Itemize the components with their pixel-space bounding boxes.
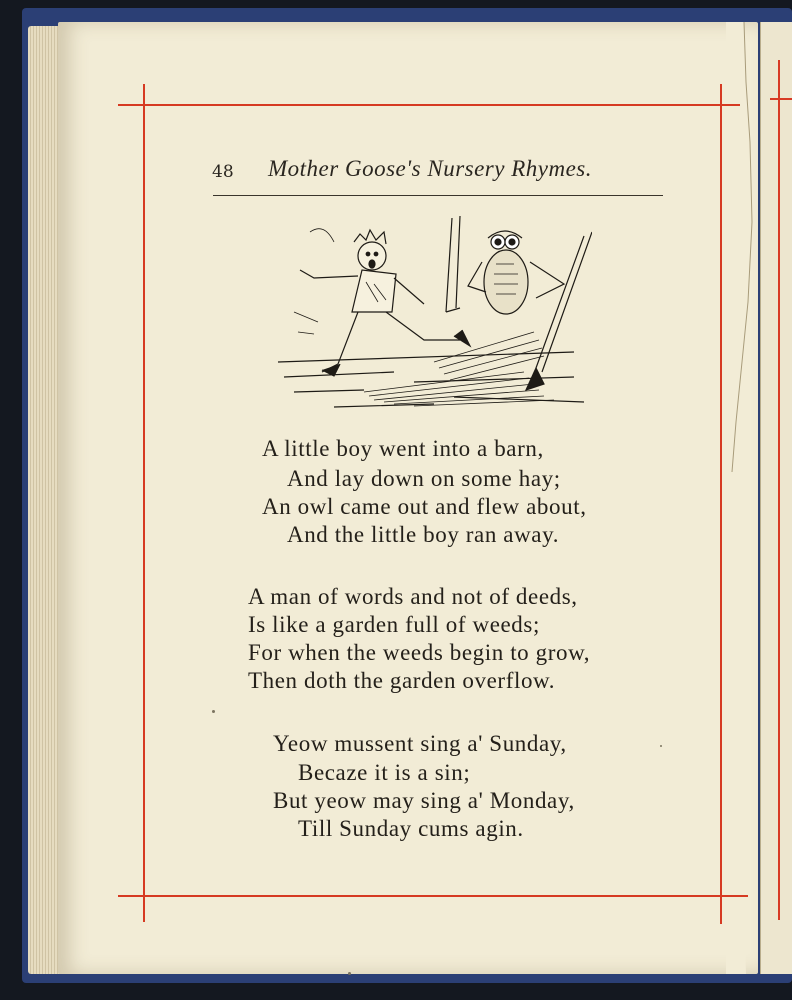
poem-line: Till Sunday cums agin. — [298, 816, 524, 841]
border-rule-top — [118, 104, 740, 106]
poem-line: And the little boy ran away. — [287, 522, 560, 547]
paper-speck — [212, 710, 215, 713]
running-title: Mother Goose's Nursery Rhymes. — [268, 156, 592, 181]
header-rule — [213, 195, 663, 196]
page-header — [212, 156, 632, 188]
next-page-red-rule-horizontal — [770, 98, 792, 100]
poem-line: Then doth the garden overflow. — [248, 668, 556, 693]
poem-line: A little boy went into a barn, — [262, 436, 544, 461]
border-rule-bottom — [118, 895, 748, 897]
page-number: 48 — [212, 162, 234, 182]
paper-speck — [348, 972, 351, 975]
poem-line: A man of words and not of deeds, — [248, 584, 578, 609]
next-page-red-rule-vertical — [778, 60, 780, 920]
poem-line: An owl came out and flew about, — [262, 494, 587, 519]
poem-line: But yeow may sing a' Monday, — [273, 788, 575, 813]
paper-speck — [660, 745, 662, 747]
poem-line: For when the weeds begin to grow, — [248, 640, 591, 665]
border-rule-left — [143, 84, 145, 922]
border-rule-right — [720, 84, 722, 924]
poem-line: Is like a garden full of weeds; — [248, 612, 540, 637]
torn-page-edge — [726, 22, 760, 974]
boy-fleeing-owl-in-barn-illustration — [274, 212, 592, 418]
poem-line: Yeow mussent sing a' Sunday, — [273, 731, 567, 756]
poem-line: And lay down on some hay; — [287, 466, 561, 491]
poem-line: Becaze it is a sin; — [298, 760, 471, 785]
next-page-edge — [760, 22, 792, 974]
